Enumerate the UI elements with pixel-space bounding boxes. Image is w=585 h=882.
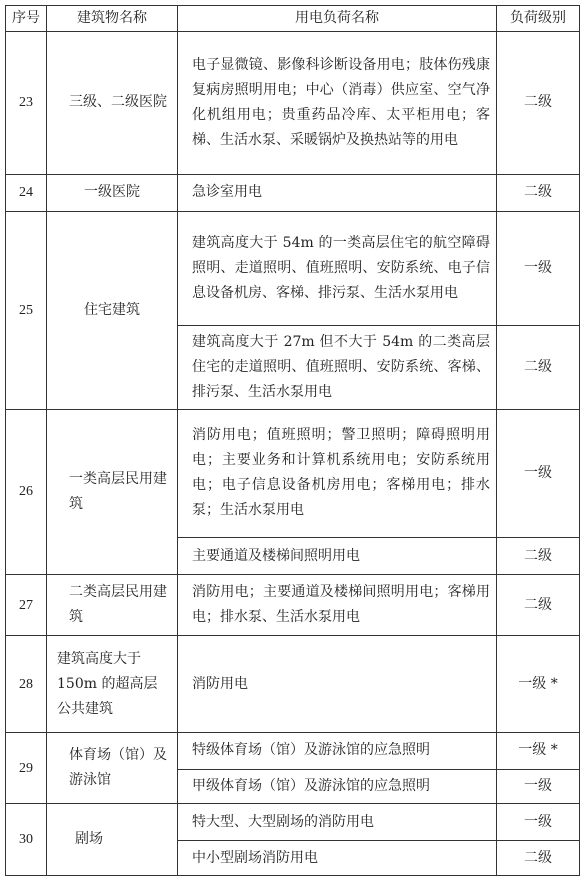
header-load-name: 用电负荷名称 [178,6,497,32]
table-row [6,174,580,211]
load-level: 一级 [497,769,580,804]
load-level: 二级 [497,174,580,211]
table-row [6,211,580,325]
table-row [6,409,580,538]
header-number: 序号 [6,6,47,32]
load-level: 二级 [497,538,580,575]
table-row [6,804,580,841]
building-name: 二类高层民用建筑 [47,574,178,635]
load-level: 二级 [497,841,580,876]
header-row [6,6,580,32]
table-row [6,636,580,733]
row-number: 27 [6,574,47,635]
building-name: 一级医院 [47,174,178,211]
load-level: 一级 [497,409,580,538]
load-description: 消防用电；主要通道及楼梯间照明用电；客梯用电；排水泵、生活水泵用电 [178,574,497,635]
load-description: 消防用电；值班照明；警卫照明；障碍照明用电；主要业务和计算机系统用电；安防系统用电；电子信息设备机房用电；客梯用电；排水泵；生活水泵用电 [178,409,497,538]
load-level: 一级 * [497,636,580,733]
row-number: 25 [6,211,47,409]
load-description: 急诊室用电 [178,174,497,211]
load-level: 二级 [497,32,580,175]
header-building: 建筑物名称 [47,6,178,32]
building-name: 一类高层民用建筑 [47,409,178,574]
load-level-table [5,5,580,876]
load-level: 一级 * [497,733,580,770]
load-description: 甲级体育场（馆）及游泳馆的应急照明 [178,769,497,804]
table-row [6,733,580,770]
load-description: 主要通道及楼梯间照明用电 [178,538,497,575]
building-name: 体育场（馆）及游泳馆 [47,733,178,804]
load-description: 建筑高度大于 54m 的一类高层住宅的航空障碍照明、走道照明、值班照明、安防系统、电子信息设备机房、客梯、排污泵、生活水泵用电 [178,211,497,325]
load-description: 建筑高度大于 27m 但不大于 54m 的二类高层住宅的走道照明、值班照明、安防系统、客梯、排污泵、生活水泵用电 [178,325,497,409]
building-name: 剧场 [47,804,178,876]
header-load-level: 负荷级别 [497,6,580,32]
row-number: 28 [6,636,47,733]
load-level: 一级 [497,804,580,841]
building-name: 三级、二级医院 [47,32,178,175]
table-row [6,574,580,635]
load-description: 特级体育场（馆）及游泳馆的应急照明 [178,733,497,770]
load-description: 电子显微镜、影像科诊断设备用电；肢体伤残康复病房照明用电；中心（消毒）供应室、空气净化机组用电；贵重药品冷库、太平柜用电；客梯、生活水泵、采暖锅炉及换热站等的用电 [178,32,497,175]
building-name: 住宅建筑 [47,211,178,409]
load-level: 二级 [497,325,580,409]
row-number: 26 [6,409,47,574]
load-level: 二级 [497,574,580,635]
table-row [6,32,580,175]
load-description: 消防用电 [178,636,497,733]
load-level: 一级 [497,211,580,325]
row-number: 24 [6,174,47,211]
row-number: 23 [6,32,47,175]
row-number: 29 [6,733,47,804]
building-name: 建筑高度大于 150m 的超高层公共建筑 [47,636,178,733]
load-description: 中小型剧场消防用电 [178,841,497,876]
load-description: 特大型、大型剧场的消防用电 [178,804,497,841]
row-number: 30 [6,804,47,876]
